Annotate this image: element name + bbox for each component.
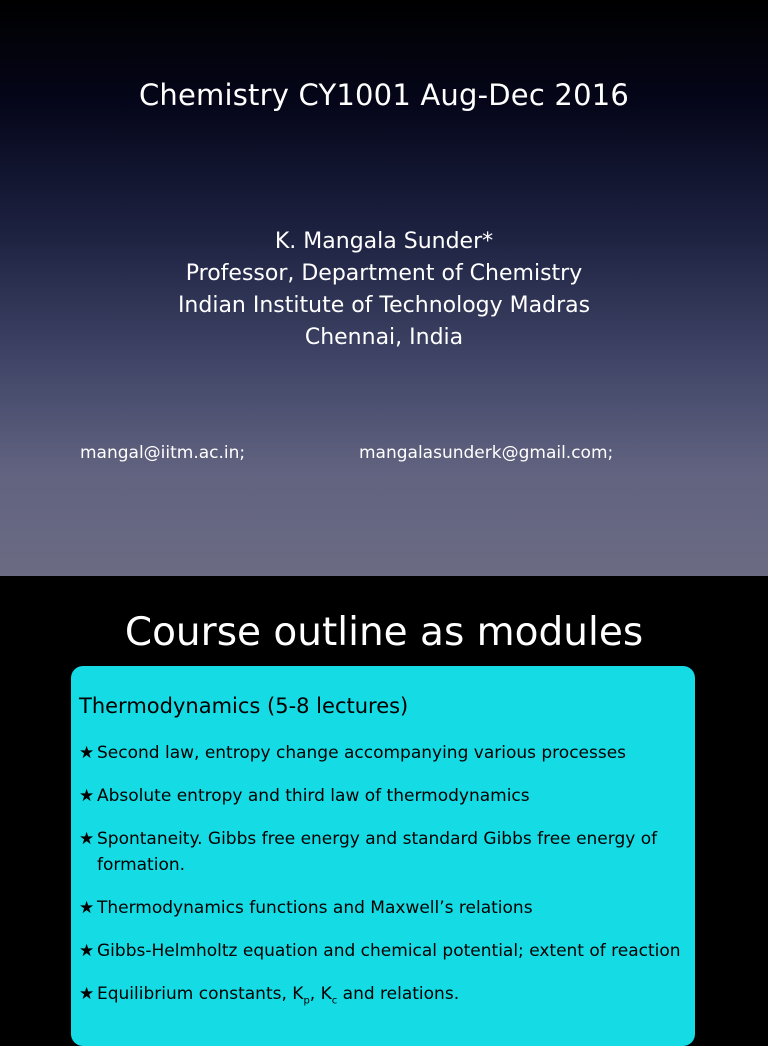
star-icon: ★ (79, 743, 95, 763)
equilibrium-text-prefix: Equilibrium constants, K (97, 984, 304, 1004)
list-item (79, 783, 689, 809)
author-location: Chennai, India (304, 325, 464, 350)
list-item (79, 826, 689, 878)
email-institute: mangal@iitm.ac.in; (80, 443, 246, 463)
list-item (79, 740, 689, 766)
subscript-p: p (303, 995, 310, 1007)
author-institute: Indian Institute of Technology Madras (177, 293, 591, 318)
slide-title: Chemistry CY1001 Aug-Dec 2016 (138, 78, 630, 112)
list-item-text: Thermodynamics functions and Maxwell’s relations (97, 898, 533, 918)
module-box (71, 666, 695, 1046)
module-title: Thermodynamics (5-8 lectures) (79, 694, 409, 718)
list-item-text (97, 981, 689, 1014)
email-personal: mangalasunderk@gmail.com; (359, 443, 614, 463)
star-icon: ★ (79, 898, 95, 918)
course-outline-slide (0, 576, 768, 1024)
list-item (79, 981, 689, 1014)
star-icon: ★ (79, 984, 95, 1004)
outline-heading: Course outline as modules (124, 610, 644, 655)
list-item-text: Second law, entropy change accompanying various processes (97, 743, 627, 763)
list-item-text: Absolute entropy and third law of thermodynamics (97, 786, 530, 806)
topic-list (79, 740, 689, 1031)
equilibrium-text-mid: , K (309, 984, 332, 1004)
list-item (79, 895, 689, 921)
author-block (0, 226, 768, 354)
author-position: Professor, Department of Chemistry (185, 261, 583, 286)
list-item-text: Gibbs-Helmholtz equation and chemical potential; extent of reaction (97, 941, 681, 961)
list-item (79, 938, 689, 964)
star-icon: ★ (79, 786, 95, 806)
star-icon: ★ (79, 941, 95, 961)
star-icon: ★ (79, 829, 95, 849)
author-name: K. Mangala Sunder* (274, 229, 494, 254)
list-item-text: Spontaneity. Gibbs free energy and standard Gibbs free energy of formation. (97, 829, 658, 875)
subscript-c: c (331, 995, 338, 1007)
equilibrium-text-suffix: and relations. (337, 984, 460, 1004)
